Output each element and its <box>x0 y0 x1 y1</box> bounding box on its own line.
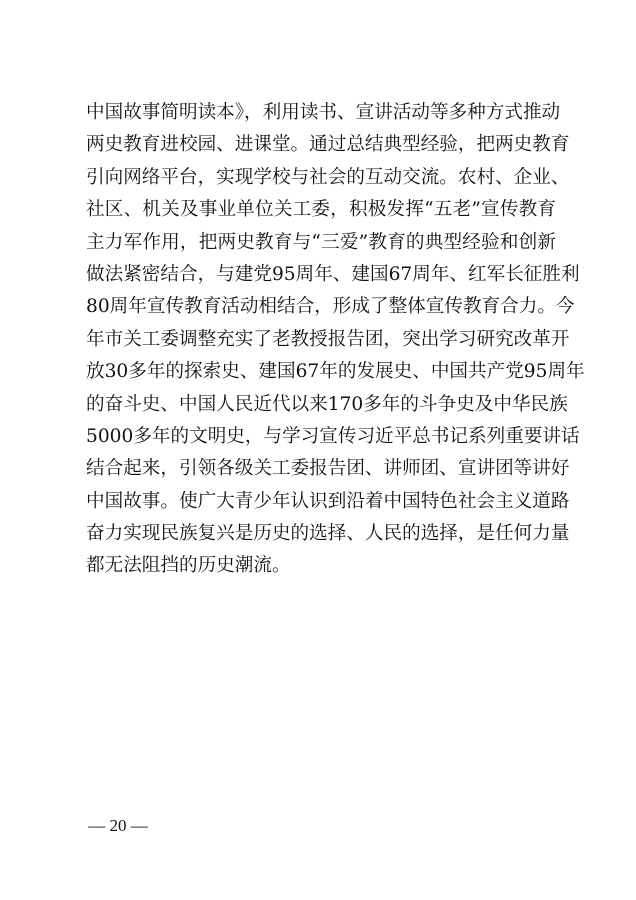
body-paragraph <box>86 97 585 583</box>
text-line: 做法紧密结合，与建党95周年、建国67周年、红军长征胜利 <box>86 263 580 285</box>
text-line: 主力军作用，把两史教育与“三爱”教育的典型经验和创新 <box>86 231 556 253</box>
text-line: 社区、机关及事业单位关工委，积极发挥“五老”宣传教育 <box>86 199 556 221</box>
text-line: 5000多年的文明史，与学习宣传习近平总书记系列重要讲话 <box>86 425 580 447</box>
text-line: 年市关工委调整充实了老教授报告团，突出学习研究改革开 <box>86 328 570 350</box>
text-line: 中国故事简明读本》，利用读书、宣讲活动等多种方式推动 <box>86 102 561 123</box>
text-line: 结合起来，引领各级关工委报告团、讲师团、宣讲团等讲好 <box>86 458 570 480</box>
text-line: 引向网络平台，实现学校与社会的互动交流。农村、企业、 <box>86 166 570 188</box>
text-line: 的奋斗史、中国人民近代以来170多年的斗争史及中华民族 <box>86 393 568 415</box>
text-line: 两史教育进校园、进课堂。通过总结典型经验，把两史教育 <box>86 134 570 156</box>
text-line-last: 都无法阻挡的历史潮流。 <box>86 555 291 577</box>
text-line: 80周年宣传教育活动相结合，形成了整体宣传教育合力。今 <box>86 296 575 318</box>
text-line: 中国故事。使广大青少年认识到沿着中国特色社会主义道路 <box>86 490 570 512</box>
text-line: 放30多年的探索史、建国67年的发展史、中国共产党95周年 <box>86 361 585 383</box>
page-number: — 20 — <box>88 816 148 835</box>
text-line: 奋力实现民族复兴是历史的选择、人民的选择，是任何力量 <box>86 523 570 545</box>
